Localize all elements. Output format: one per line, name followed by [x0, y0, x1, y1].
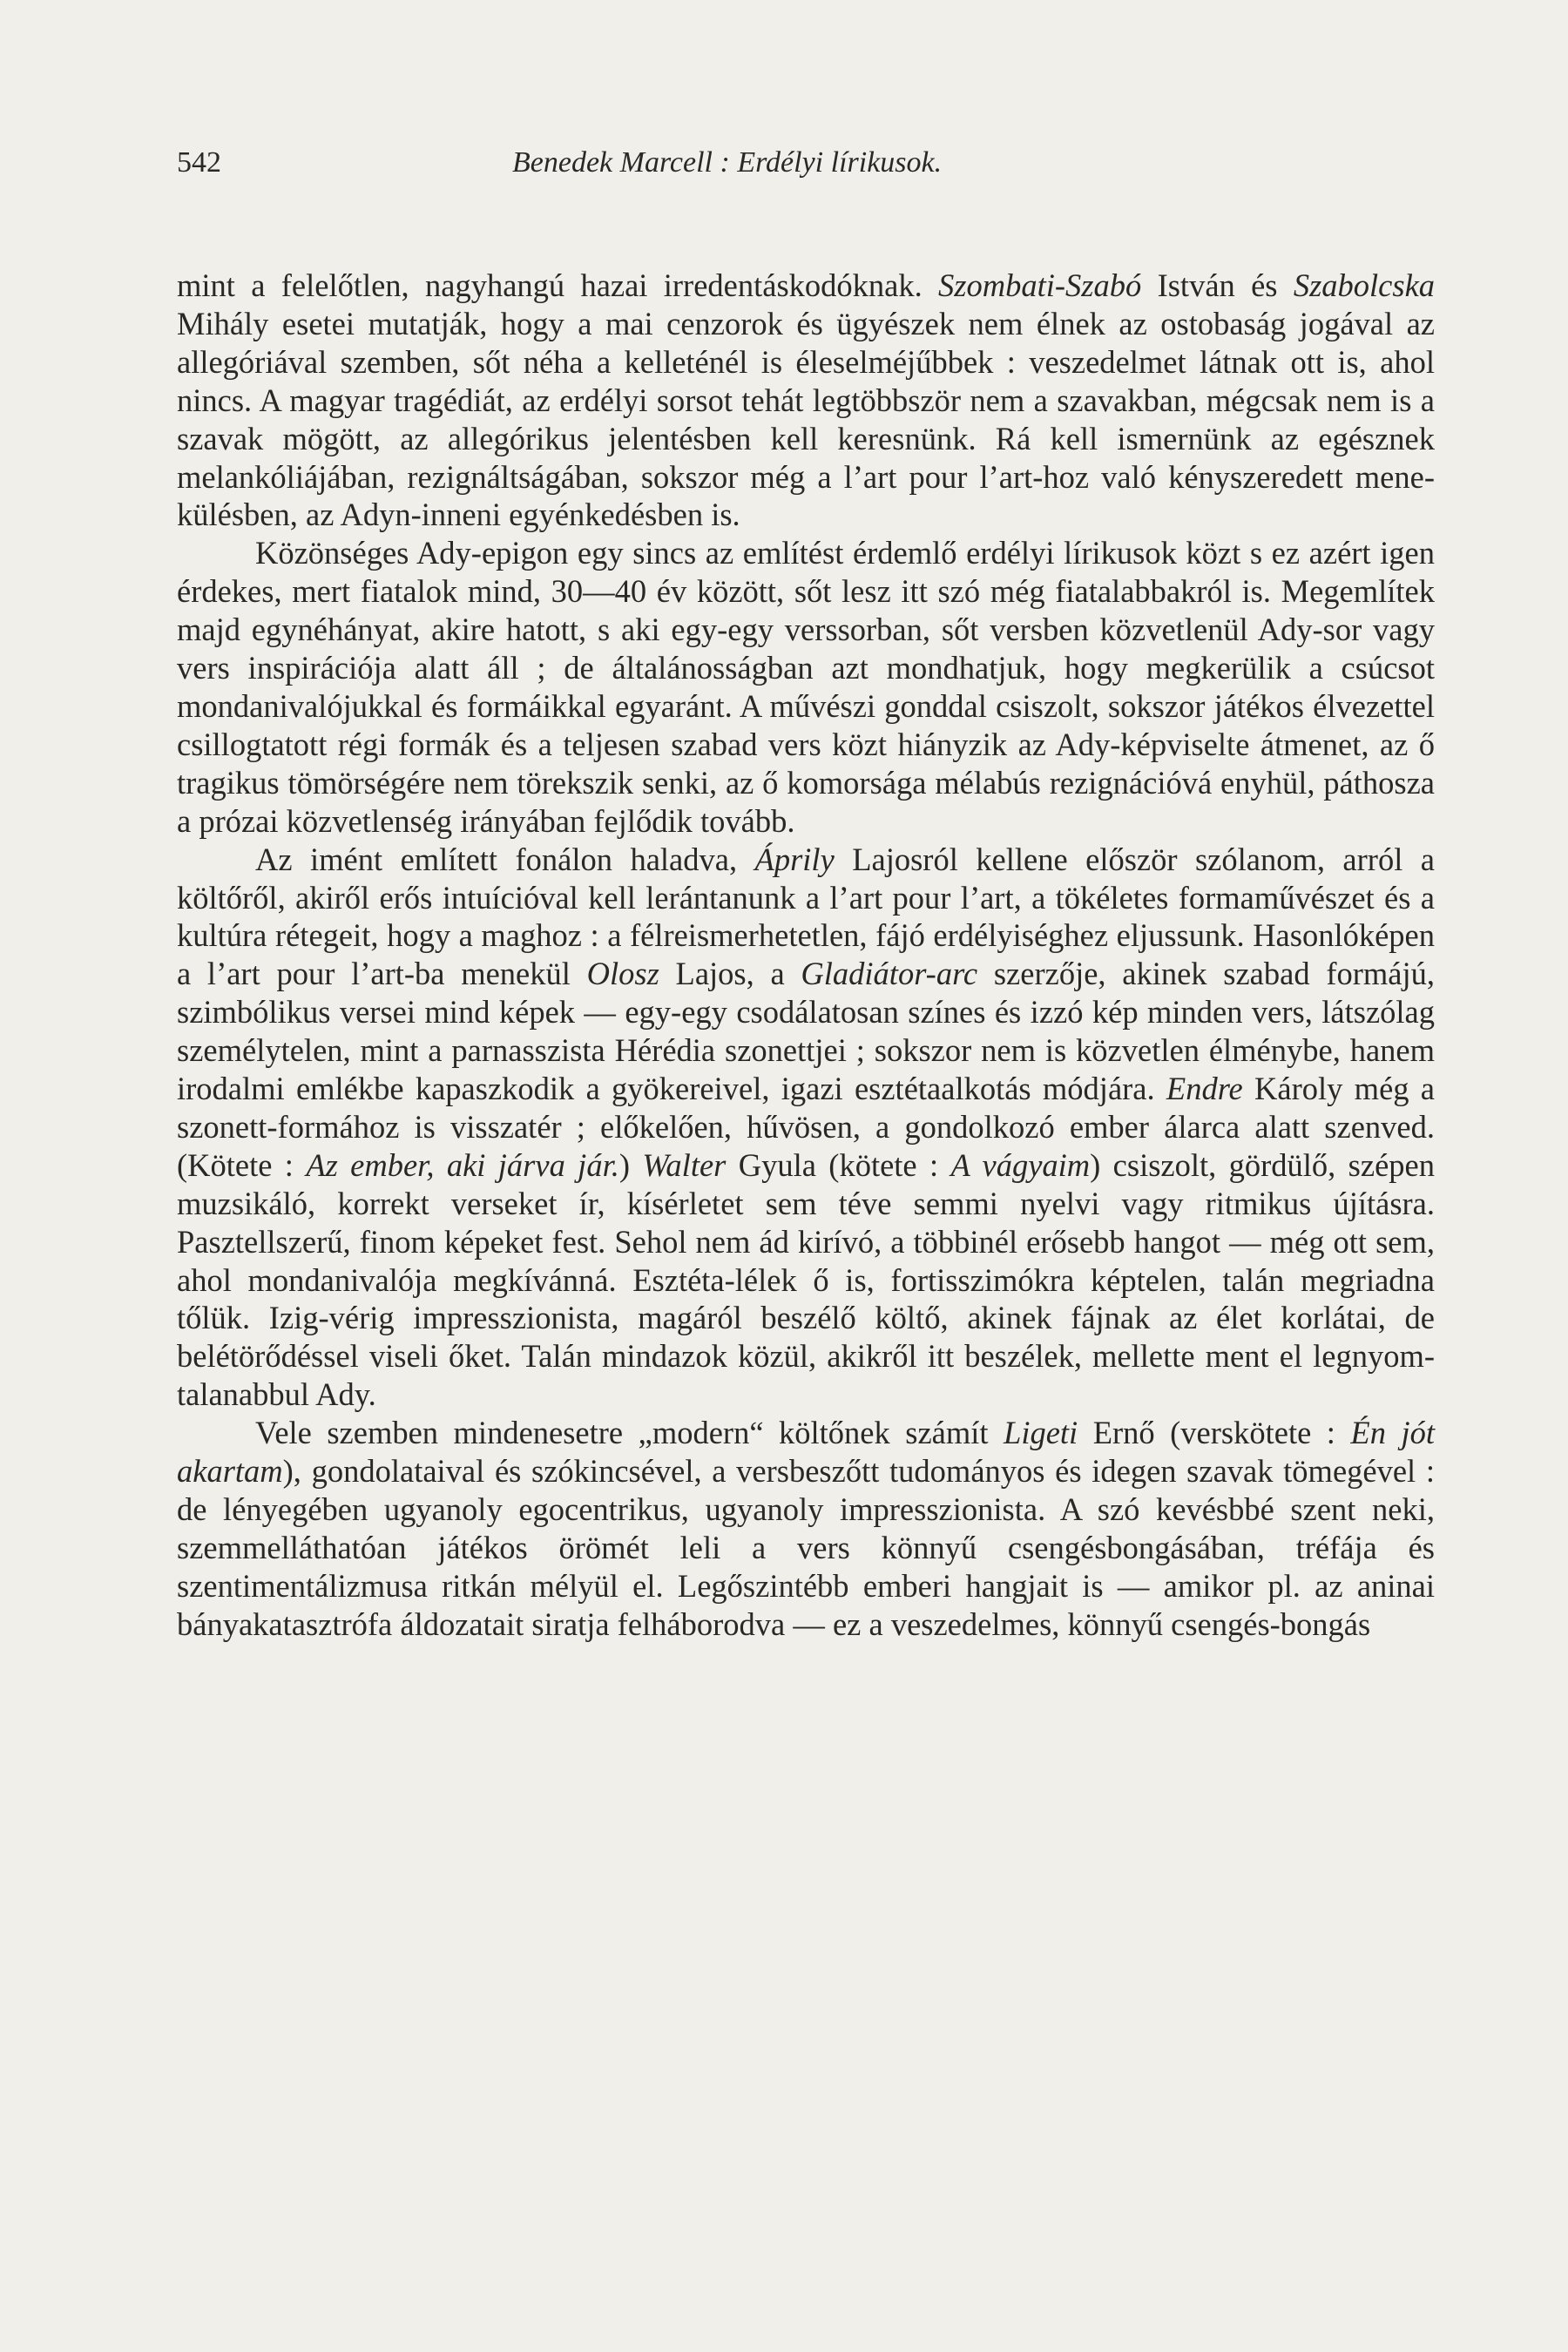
body-text: [177, 267, 1435, 1644]
running-title: Benedek Marcell : Erdélyi lírikusok.: [512, 146, 943, 179]
italic-text: Szabolcska: [1293, 267, 1436, 303]
paragraph: [177, 267, 1435, 534]
paragraph: [177, 534, 1435, 840]
text-run: szerzője, akinek szabad formájú, szimbólikus versei mind képek — egy-egy csodálatosan színes és izzó kép minden vers, látszólag személytelen, mint a parnasszista Hérédia szonettjei ; sokszor nem is közvetlen élménybe, hanem irodalmi emlékbe kapaszkodik a gyökereivel, igazi esztétaalkotás módjára.: [177, 956, 1435, 1107]
italic-text: A vágyaim: [950, 1146, 1091, 1183]
italic-text: Szombati-Szabó: [938, 267, 1142, 303]
paragraph: [177, 1414, 1435, 1643]
italic-text: Walter: [642, 1146, 727, 1183]
italic-text: Én jót akartam: [177, 1415, 1435, 1490]
page-header: [177, 146, 1405, 190]
text-run: Lajosról kellene először szólanom, arról a költőről, akiről erős intuícióval kell lerántanunk a l’art pour l’art, a tökéletes formaművészet és a kultúra rétegeit, hogy a maghoz : a félreismerhetetlen, fájó erdélyiséghez eljussunk. Hasonlóképen a l’art pour l’art-ba menekül: [177, 841, 1435, 992]
text-run: István és: [1141, 267, 1294, 303]
text-run: ): [618, 1146, 643, 1183]
paragraph: [177, 841, 1435, 1415]
text-run: ), gondolataival és szókincsével, a versbeszőtt tudományos és idegen szavak tömegével : de lényegében ugyanoly egocentrikus, ugyanoly impresszionista. A szó kevésbbé szent neki, szemmelláthatóan játékos örömét leli a vers könnyű csengésbongásában, tréfája és szentimentálizmusa ritkán mélyül el. Legőszintébb emberi hangjait is — amikor pl. az aninai bányakatasztrófa áldozatait siratja felháborodva — ez a veszedelmes, könnyű csengés-bongás: [177, 1453, 1435, 1642]
page-number: 542: [177, 146, 221, 179]
text-run: ) csiszolt, gördülő, szépen muzsikáló, korrekt verseket ír, kísérletet sem téve semmi nyelvi vagy ritmikus újításra. Pasztellszerű, finom képeket fest. Sehol nem ád kirívó, a többinél erősebb hangot — még ott sem, ahol mondanivalója megkívánná. Esztéta-lélek ő is, fortisszimókra képtelen, talán megriadna tőlük. Izig-vérig impresszionista, magáról beszélő költő, akinek fájnak az élet korlátai, de belétörődéssel viseli őket. Talán mindazok közül, akikről itt beszélek, mellette ment el legnyomtalanabbul Ady.: [177, 1146, 1435, 1413]
italic-text: Ligeti: [1004, 1415, 1078, 1451]
text-run: Közönséges Ady-epigon egy sincs az említést érdemlő erdélyi lírikusok közt s ez azért igen érdekes, mert fiatalok mind, 30—40 év között, sőt lesz itt szó még fiatalabbakról is. Megemlítek majd egynéhányat, akire hatott, s aki egy-egy verssorban, sőt versben közvetlenül Ady-sor vagy vers inspirációja alatt áll ; de általánosságban azt mondhatjuk, hogy megkerülik a csúcsot mondanivalójukkal és formáikkal egyaránt. A művészi gonddal csiszolt, sokszor játékos élvezettel csillogtatott régi formák és a teljesen szabad vers közt hiányzik az Ady-képviselte átmenet, az ő tragikus tömörségére nem törekszik senki, az ő komorsága mélabús rezignációvá enyhül, páthosza a prózai közvetlenség irányában fejlődik tovább.: [177, 535, 1435, 839]
italic-text: Az ember, aki járva jár.: [306, 1146, 619, 1183]
italic-text: Olosz: [586, 956, 659, 992]
text-run: Károly még a szonett-formához is visszatér ; előkelően, hűvösen, a gondolkozó ember álarca alatt szenved. (Kötete :: [177, 1071, 1435, 1183]
italic-text: Endre: [1166, 1071, 1243, 1107]
text-run: mint a felelőtlen, nagyhangú hazai irredentáskodóknak.: [177, 267, 939, 303]
text-run: Vele szemben mindenesetre „modern“ költőnek számít: [255, 1415, 1004, 1451]
text-run: Lajos, a: [659, 956, 801, 992]
text-run: Gyula (kötete :: [726, 1146, 951, 1183]
text-run: Ernő (verskötete :: [1078, 1415, 1351, 1451]
text-run: Mihály esetei mutatják, hogy a mai cenzorok és ügyészek nem élnek az ostobaság jogával az allegóriával szemben, sőt néha a kelleténél is éleselméjűbbek : veszedelmet látnak ott is, ahol nincs. A magyar tragédiát, az erdélyi sorsot tehát legtöbbször nem a szavakban, mégcsak nem is a szavak mögött, az allegórikus jelentésben kell keresnünk. Rá kell ismernünk az egésznek melankóliájában, rezignáltságában, sokszor még a l’art pour l’art-hoz való kényszeredett menekülésben, az Adyn-inneni egyénkedésben is.: [177, 305, 1435, 533]
italic-text: Áprily: [754, 841, 835, 877]
italic-text: Gladiátor-arc: [801, 956, 978, 992]
text-run: Az imént említett fonálon haladva,: [255, 841, 755, 877]
